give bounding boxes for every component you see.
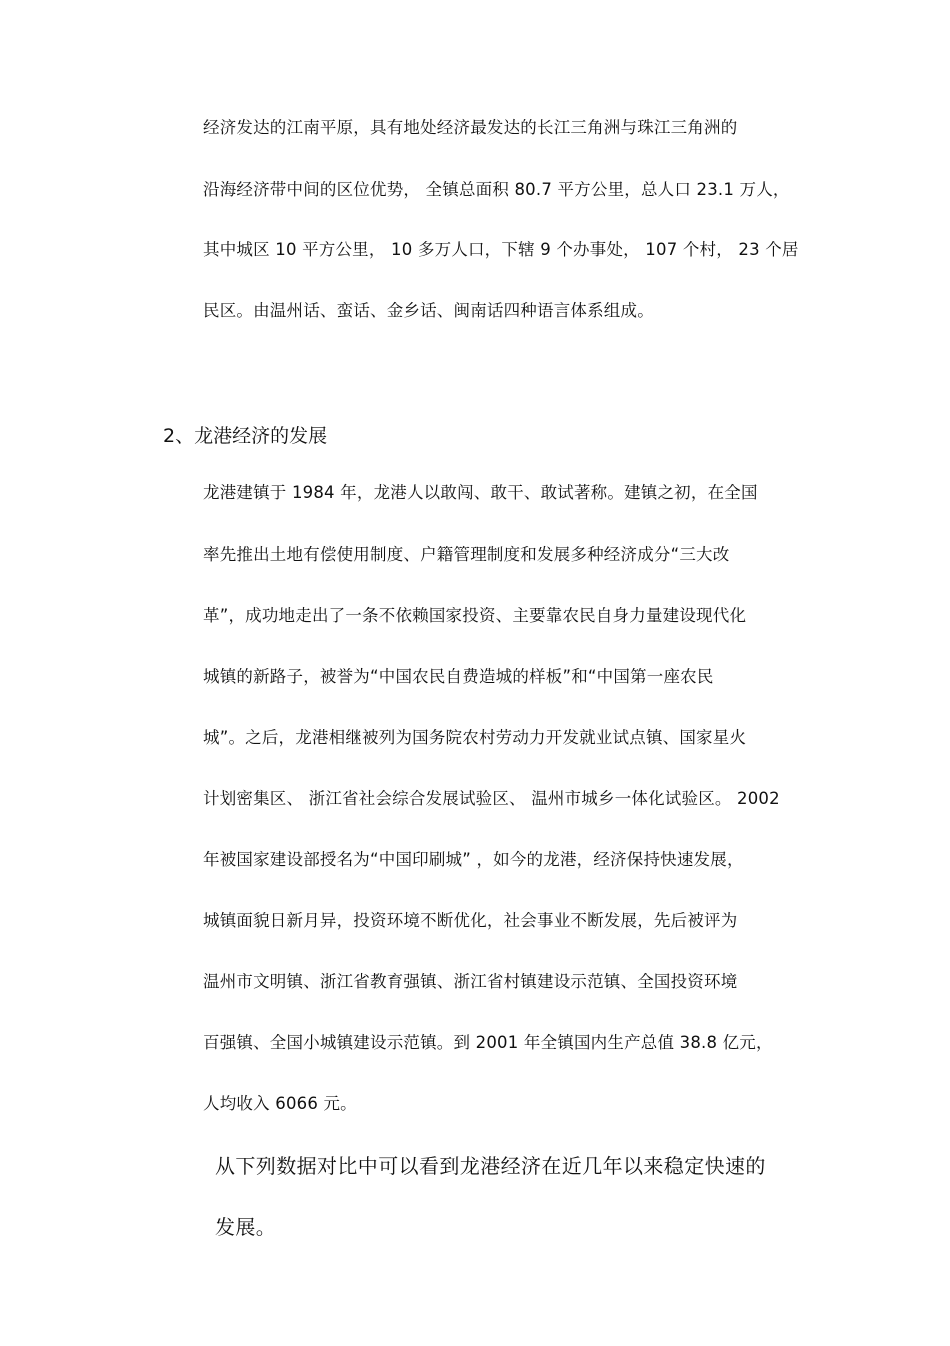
- section-heading: 2、龙港经济的发展: [163, 425, 328, 447]
- paragraph-line: 经济发达的江南平原，具有地处经济最发达的长江三角洲与珠江三角洲的: [203, 118, 738, 137]
- paragraph-line: 人均收入 6066 元。: [203, 1094, 357, 1113]
- paragraph-line: 百强镇、全国小城镇建设示范镇。到 2001 年全镇国内生产总值 38.8 亿元，: [203, 1033, 773, 1052]
- paragraph-line: 计划密集区、 浙江省社会综合发展试验区、 温州市城乡一体化试验区。 2002: [203, 789, 780, 808]
- paragraph-line: 城镇的新路子，被誉为“中国农民自费造城的样板”和“中国第一座农民: [203, 667, 714, 686]
- paragraph-line: 城”。之后，龙港相继被列为国务院农村劳动力开发就业试点镇、国家星火: [203, 728, 747, 747]
- paragraph-line: 其中城区 10 平方公里， 10 多万人口，下辖 9 个办事处， 107 个村， 23 个居: [203, 240, 799, 259]
- paragraph-line: 龙港建镇于 1984 年，龙港人以敢闯、敢干、敢试著称。建镇之初，在全国: [203, 483, 758, 502]
- closing-line: 从下列数据对比中可以看到龙港经济在近几年以来稳定快速的: [215, 1154, 766, 1178]
- paragraph-line: 沿海经济带中间的区位优势， 全镇总面积 80.7 平方公里，总人口 23.1 万人，: [203, 180, 790, 199]
- paragraph-line: 革”，成功地走出了一条不依赖国家投资、主要靠农民自身力量建设现代化: [203, 606, 747, 625]
- closing-line: 发展。: [215, 1215, 277, 1239]
- paragraph-line: 温州市文明镇、浙江省教育强镇、浙江省村镇建设示范镇、全国投资环境: [203, 972, 738, 991]
- paragraph-line: 年被国家建设部授名为“中国印刷城” ，如今的龙港，经济保持快速发展，: [203, 850, 744, 869]
- paragraph-line: 民区。由温州话、蛮话、金乡话、闽南话四种语言体系组成。: [203, 301, 654, 320]
- paragraph-line: 城镇面貌日新月异，投资环境不断优化，社会事业不断发展，先后被评为: [203, 911, 738, 930]
- paragraph-line: 率先推出土地有偿使用制度、户籍管理制度和发展多种经济成分“三大改: [203, 545, 730, 564]
